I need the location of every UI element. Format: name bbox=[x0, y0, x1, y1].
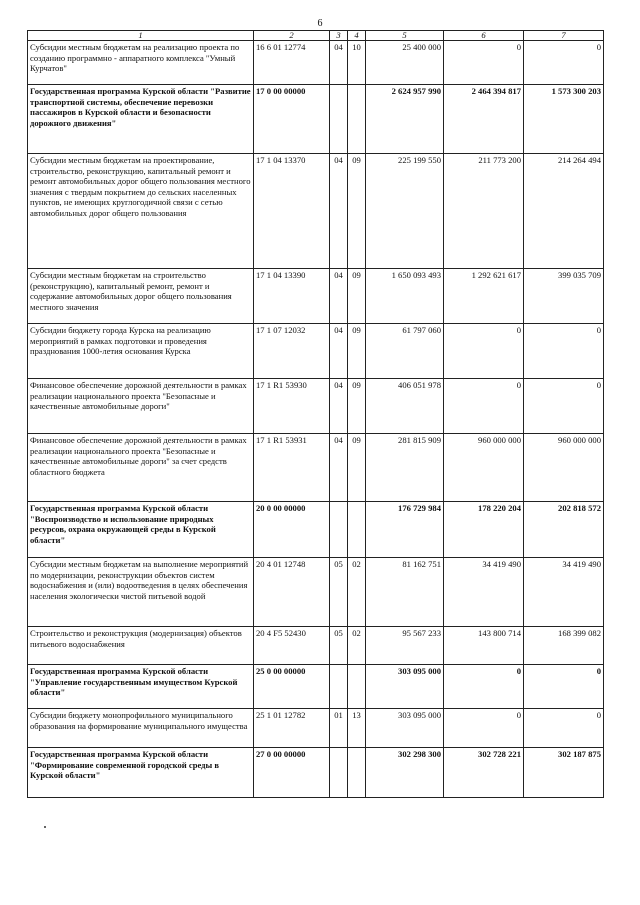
column-number: 1 bbox=[28, 31, 254, 41]
table-row bbox=[28, 269, 604, 324]
row-name: Финансовое обеспечение дорожной деятельности в рамках реализации национального проекта "Безопасные и качественные автомобильные дороги" bbox=[28, 379, 254, 434]
amount-col-7: 0 bbox=[524, 709, 604, 748]
row-name: Субсидии местным бюджетам на выполнение мероприятий по модернизации, реконструкции объектов систем водоснабжения и (или) водоотведения в целях обеспечения населения экологически чистой питьевой водой bbox=[28, 558, 254, 627]
section-code bbox=[330, 85, 348, 154]
amount-col-5: 95 567 233 bbox=[366, 627, 444, 665]
row-name: Строительство и реконструкция (модернизация) объектов питьевого водоснабжения bbox=[28, 627, 254, 665]
section-code: 01 bbox=[330, 709, 348, 748]
amount-col-7: 0 bbox=[524, 665, 604, 709]
table-row-program bbox=[28, 748, 604, 798]
target-code: 17 0 00 00000 bbox=[254, 85, 330, 154]
amount-col-7: 0 bbox=[524, 324, 604, 379]
amount-col-5: 303 095 000 bbox=[366, 665, 444, 709]
subsection-code bbox=[348, 748, 366, 798]
amount-col-6: 0 bbox=[444, 379, 524, 434]
row-name: Субсидии местным бюджетам на реализацию проекта по созданию программно - аппаратного комплекса "Умный Курчатов" bbox=[28, 41, 254, 85]
amount-col-7: 960 000 000 bbox=[524, 434, 604, 502]
target-code: 25 1 01 12782 bbox=[254, 709, 330, 748]
target-code: 17 1 04 13370 bbox=[254, 154, 330, 269]
subsection-code bbox=[348, 665, 366, 709]
section-code: 05 bbox=[330, 627, 348, 665]
column-number: 7 bbox=[524, 31, 604, 41]
amount-col-5: 225 199 550 bbox=[366, 154, 444, 269]
table-row bbox=[28, 709, 604, 748]
amount-col-5: 1 650 093 493 bbox=[366, 269, 444, 324]
amount-col-5: 302 298 300 bbox=[366, 748, 444, 798]
section-code: 05 bbox=[330, 558, 348, 627]
row-name: Субсидии местным бюджетам на строительство (реконструкцию), капитальный ремонт, ремонт и содержание автомобильных дорог общего пользования местного значения bbox=[28, 269, 254, 324]
table-row bbox=[28, 379, 604, 434]
table-row bbox=[28, 41, 604, 85]
page-number: 6 bbox=[317, 18, 323, 29]
table-row bbox=[28, 154, 604, 269]
amount-col-7: 34 419 490 bbox=[524, 558, 604, 627]
amount-col-5: 25 400 000 bbox=[366, 41, 444, 85]
subsection-code: 02 bbox=[348, 558, 366, 627]
subsection-code: 09 bbox=[348, 434, 366, 502]
target-code: 20 4 01 12748 bbox=[254, 558, 330, 627]
target-code: 20 0 00 00000 bbox=[254, 502, 330, 558]
amount-col-5: 2 624 957 990 bbox=[366, 85, 444, 154]
row-name: Субсидии бюджету города Курска на реализацию мероприятий в рамках подготовки и проведения празднования 1000-летия основания Курска bbox=[28, 324, 254, 379]
table-body bbox=[28, 31, 604, 798]
table-row-program bbox=[28, 502, 604, 558]
column-number: 5 bbox=[366, 31, 444, 41]
amount-col-6: 302 728 221 bbox=[444, 748, 524, 798]
table-row bbox=[28, 558, 604, 627]
section-code bbox=[330, 748, 348, 798]
target-code: 16 6 01 12774 bbox=[254, 41, 330, 85]
amount-col-6: 1 292 621 617 bbox=[444, 269, 524, 324]
section-code bbox=[330, 502, 348, 558]
amount-col-6: 960 000 000 bbox=[444, 434, 524, 502]
amount-col-6: 178 220 204 bbox=[444, 502, 524, 558]
row-name: Финансовое обеспечение дорожной деятельности в рамках реализации национального проекта "Безопасные и качественные автомобильные дороги" за счет средств областного бюджета bbox=[28, 434, 254, 502]
row-name: Субсидии бюджету монопрофильного муниципального образования на формирование муниципального имущества bbox=[28, 709, 254, 748]
subsection-code: 02 bbox=[348, 627, 366, 665]
row-name: Субсидии местным бюджетам на проектирование, строительство, реконструкцию, капитальный ремонт и ремонт автомобильных дорог общего пользования местного значения с твердым покрытием до сельских населенных пунктов, не имеющих круглогодичной связи с сетью автомобильных дорог общего пользования bbox=[28, 154, 254, 269]
subsection-code: 09 bbox=[348, 269, 366, 324]
subsection-code: 13 bbox=[348, 709, 366, 748]
section-code: 04 bbox=[330, 154, 348, 269]
section-code bbox=[330, 665, 348, 709]
section-code: 04 bbox=[330, 379, 348, 434]
amount-col-6: 143 800 714 bbox=[444, 627, 524, 665]
table-row bbox=[28, 434, 604, 502]
table-row-program bbox=[28, 665, 604, 709]
table-row-program bbox=[28, 85, 604, 154]
column-number: 3 bbox=[330, 31, 348, 41]
amount-col-6: 211 773 200 bbox=[444, 154, 524, 269]
amount-col-6: 0 bbox=[444, 709, 524, 748]
column-number-row bbox=[28, 31, 604, 41]
amount-col-7: 399 035 709 bbox=[524, 269, 604, 324]
section-code: 04 bbox=[330, 324, 348, 379]
amount-col-5: 61 797 060 bbox=[366, 324, 444, 379]
row-name: Государственная программа Курской области "Формирование современной городской среды в Курской области" bbox=[28, 748, 254, 798]
amount-col-5: 176 729 984 bbox=[366, 502, 444, 558]
amount-col-5: 406 051 978 bbox=[366, 379, 444, 434]
target-code: 17 1 R1 53930 bbox=[254, 379, 330, 434]
amount-col-6: 34 419 490 bbox=[444, 558, 524, 627]
amount-col-7: 202 818 572 bbox=[524, 502, 604, 558]
subsection-code: 10 bbox=[348, 41, 366, 85]
column-number: 4 bbox=[348, 31, 366, 41]
target-code: 17 1 04 13390 bbox=[254, 269, 330, 324]
amount-col-7: 168 399 082 bbox=[524, 627, 604, 665]
subsection-code: 09 bbox=[348, 324, 366, 379]
row-name: Государственная программа Курской области "Развитие транспортной системы, обеспечение перевозки пассажиров в Курской области и безопасности дорожного движения" bbox=[28, 85, 254, 154]
amount-col-6: 0 bbox=[444, 324, 524, 379]
amount-col-5: 81 162 751 bbox=[366, 558, 444, 627]
amount-col-7: 0 bbox=[524, 41, 604, 85]
amount-col-5: 281 815 909 bbox=[366, 434, 444, 502]
section-code: 04 bbox=[330, 41, 348, 85]
subsection-code: 09 bbox=[348, 379, 366, 434]
subsection-code bbox=[348, 85, 366, 154]
table-row bbox=[28, 627, 604, 665]
budget-table bbox=[27, 30, 604, 798]
row-name: Государственная программа Курской области "Управление государственным имуществом Курской области" bbox=[28, 665, 254, 709]
target-code: 17 1 R1 53931 bbox=[254, 434, 330, 502]
amount-col-6: 2 464 394 817 bbox=[444, 85, 524, 154]
target-code: 17 1 07 12032 bbox=[254, 324, 330, 379]
section-code: 04 bbox=[330, 269, 348, 324]
subsection-code: 09 bbox=[348, 154, 366, 269]
target-code: 27 0 00 00000 bbox=[254, 748, 330, 798]
row-name: Государственная программа Курской области "Воспроизводство и использование природных ресурсов, охрана окружающей среды в Курской области" bbox=[28, 502, 254, 558]
target-code: 25 0 00 00000 bbox=[254, 665, 330, 709]
amount-col-6: 0 bbox=[444, 41, 524, 85]
amount-col-6: 0 bbox=[444, 665, 524, 709]
column-number: 2 bbox=[254, 31, 330, 41]
amount-col-7: 214 264 494 bbox=[524, 154, 604, 269]
column-number: 6 bbox=[444, 31, 524, 41]
amount-col-5: 303 095 000 bbox=[366, 709, 444, 748]
amount-col-7: 0 bbox=[524, 379, 604, 434]
table-row bbox=[28, 324, 604, 379]
subsection-code bbox=[348, 502, 366, 558]
section-code: 04 bbox=[330, 434, 348, 502]
amount-col-7: 1 573 300 203 bbox=[524, 85, 604, 154]
target-code: 20 4 F5 52430 bbox=[254, 627, 330, 665]
amount-col-7: 302 187 875 bbox=[524, 748, 604, 798]
scan-dot bbox=[44, 826, 46, 828]
